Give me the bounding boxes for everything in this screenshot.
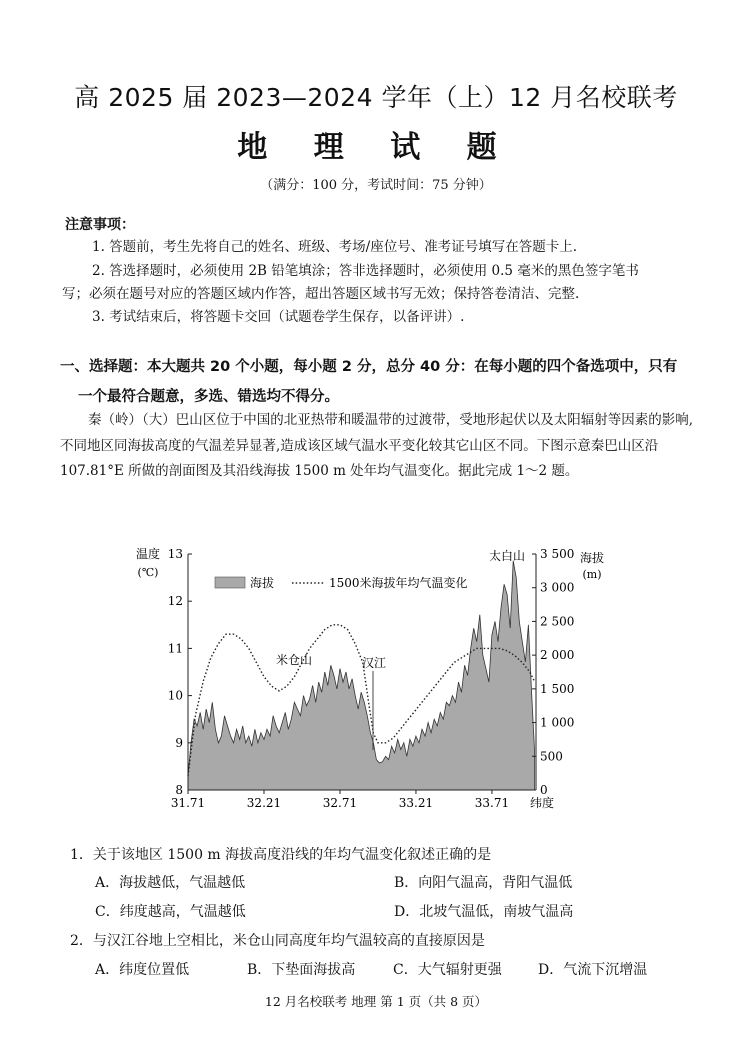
notice-item-2-cont: 写；必须在题号对应的答题区域内作答，超出答题区域书写无效；保持答卷清洁、完整. xyxy=(62,286,580,302)
annotation-taibaishan: 太白山 xyxy=(489,549,526,563)
notice-item-1: 1. 答题前，考生先将自己的姓名、班级、考场/座位号、准考证号填写在答题卡上. xyxy=(92,239,578,255)
notice-item-2: 2. 答选择题时，必须使用 2B 铅笔填涂；答非选择题时，必须使用 0.5 毫米的黑色签字笔书 xyxy=(92,263,639,279)
question-1-option-c[interactable]: C．纬度越高，气温越低 xyxy=(95,904,246,920)
y-left-tick-label: 13 xyxy=(167,547,183,561)
exam-title: 高 2025 届 2023—2024 学年（上）12 月名校联考 xyxy=(74,83,678,112)
y-left-axis-label: 温度 xyxy=(135,547,161,561)
page-footer: 12 月名校联考 地理 第 1 页（共 8 页） xyxy=(264,994,488,1009)
y-left-tick-label: 11 xyxy=(167,641,183,656)
notice-heading: 注意事项： xyxy=(65,217,135,233)
notice-item-3: 3. 考试结束后，将答题卡交回（试题卷学生保存，以备评讲）. xyxy=(92,309,465,325)
section-line-1: 一、选择题：本大题共 20 个小题，每小题 2 分，总分 40 分：在每小题的四个备选项中，只有 xyxy=(60,359,678,375)
y-left-axis-unit: (℃) xyxy=(137,566,159,579)
annotation-micangshan: 米仓山 xyxy=(276,653,313,667)
question-2-option-b[interactable]: B．下垫面海拔高 xyxy=(247,962,356,978)
section-line-2: 一个最符合题意，多选、错选均不得分。 xyxy=(78,389,339,405)
y-right-tick-label: 1 500 xyxy=(540,681,575,696)
x-tick-label: 32.71 xyxy=(322,796,358,810)
y-right-axis-label: 海拔 xyxy=(579,551,605,565)
question-intro: 秦（岭）（大）巴山区位于中国的北亚热带和暖温带的过渡带，受地形起伏以及太阳辐射等因素的影响,不同地区同海拔高度的气温差异显著,造成该区域气温水平变化较其它山区不同。下图示意秦巴山区沿 107.81°E 所做的剖面图及其沿线海拔 1500 m 处年均气温变化。据此完成 1～2 题。 xyxy=(60,412,694,479)
y-left-tick-label: 9 xyxy=(175,735,183,750)
y-right-tick-label: 2 000 xyxy=(540,648,575,663)
question-1-option-d[interactable]: D．北坡气温低，南坡气温高 xyxy=(394,904,574,920)
y-right-tick-label: 500 xyxy=(540,749,563,764)
legend-label-temperature: 1500米海拔年均气温变化 xyxy=(329,576,468,590)
question-2-option-c[interactable]: C．大气辐射更强 xyxy=(393,962,502,978)
score-info: （满分：100 分，考试时间：75 分钟） xyxy=(260,178,492,193)
y-right-tick-label: 1 000 xyxy=(540,715,575,730)
y-left-tick-label: 8 xyxy=(175,783,183,797)
y-right-tick-label: 3 000 xyxy=(540,580,575,595)
legend-swatch-elevation xyxy=(215,577,245,588)
question-2-stem: 2．与汉江谷地上空相比，米仓山同高度年均气温较高的直接原因是 xyxy=(70,933,485,949)
y-left-tick-label: 12 xyxy=(167,594,183,609)
elevation-area xyxy=(188,561,535,790)
x-tick-label: 33.71 xyxy=(474,796,510,810)
elevation-temperature-chart xyxy=(130,540,610,815)
question-2-option-a[interactable]: A．纬度位置低 xyxy=(95,962,190,978)
subject-title: 地 理 试 题 xyxy=(237,130,515,165)
y-left-tick-label: 10 xyxy=(167,688,183,703)
section-heading xyxy=(60,352,700,412)
x-tick-label: 31.71 xyxy=(170,796,206,810)
question-1-stem: 1．关于该地区 1500 m 海拔高度沿线的年均气温变化叙述正确的是 xyxy=(70,847,492,863)
y-right-axis-unit: (m) xyxy=(582,568,602,581)
x-axis-label: 纬度 xyxy=(530,796,555,810)
question-1-option-a[interactable]: A．海拔越低，气温越低 xyxy=(95,875,246,891)
question-1-option-b[interactable]: B．向阳气温高，背阳气温低 xyxy=(394,875,573,891)
y-right-tick-label: 0 xyxy=(540,783,548,797)
annotation-hanjiang: 汉江 xyxy=(362,656,387,670)
legend-label-elevation: 海拔 xyxy=(250,576,275,590)
x-tick-label: 32.21 xyxy=(246,796,282,810)
question-2-option-d[interactable]: D．气流下沉增温 xyxy=(538,962,648,978)
y-right-tick-label: 3 500 xyxy=(540,547,575,561)
x-tick-label: 33.21 xyxy=(398,796,434,810)
y-right-tick-label: 2 500 xyxy=(540,614,575,629)
